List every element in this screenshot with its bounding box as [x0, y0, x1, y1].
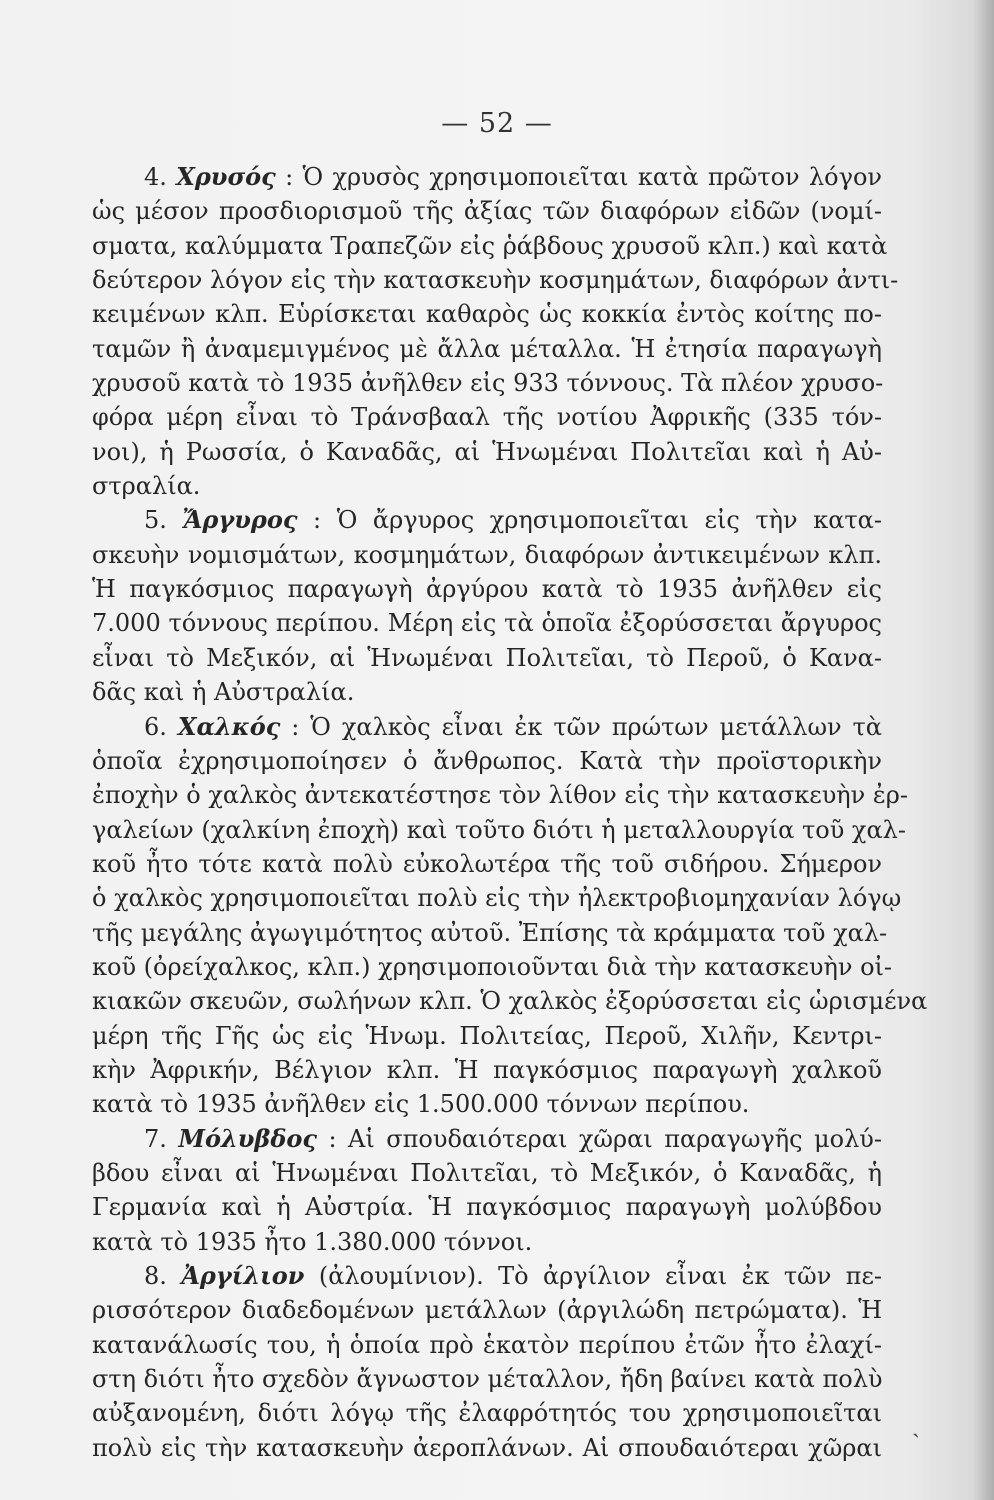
- text-line: 4. Χρυσός : Ὁ χρυσὸς χρησιμοποιεῖται κατὰ πρῶτον λόγον: [144, 162, 882, 191]
- text-line: κατανάλωσίς του, ἡ ὁποία πρὸ ἑκατὸν περίπου ἐτῶν ἦτο ἐλαχί-: [92, 1330, 882, 1359]
- section-silver: [92, 503, 882, 709]
- text-line: 5. Ἄργυρος : Ὁ ἄργυρος χρησιμοποιεῖται εἰς τὴν κατα-: [144, 505, 882, 535]
- text-line: κατὰ τὸ 1935 ἀνῆλθεν εἰς 1.500.000 τόννων περίπου.: [92, 1090, 750, 1119]
- text-line: ἐποχὴν ὁ χαλκὸς ἀντεκατέστησε τὸν λίθον εἰς τὴν κατασκευὴν ἐρ-: [92, 781, 908, 810]
- text-line: κειμένων κλπ. Εὑρίσκεται καθαρὸς ὡς κοκκία ἐντὸς κοίτης πο-: [92, 300, 882, 329]
- text-line: δᾶς καὶ ἡ Αὐστραλία.: [92, 678, 355, 707]
- text-line: αὐξανομένη, διότι λόγῳ τῆς ἐλαφρότητός του χρησιμοποιεῖται: [92, 1399, 882, 1428]
- text-line: βδου εἶναι αἱ Ἡνωμέναι Πολιτεῖαι, τὸ Μεξικόν, ὁ Καναδᾶς, ἡ: [92, 1158, 882, 1187]
- text-line: στη διότι ἦτο σχεδὸν ἄγνωστον μέταλλον, ἤδη βαίνει κατὰ πολὺ: [92, 1365, 883, 1394]
- text-line: μέρη τῆς Γῆς ὡς εἰς Ἡνωμ. Πολιτείας, Περοῦ, Χιλῆν, Κεντρι-: [92, 1021, 882, 1050]
- page-number: — 52 —: [441, 108, 553, 139]
- body-text: [92, 160, 928, 1465]
- term-heading: Χαλκός: [177, 711, 281, 741]
- text-line: κοῦ ἦτο τότε κατὰ πολὺ εὐκολωτέρα τῆς τοῦ σιδήρου. Σήμερον: [92, 849, 882, 878]
- term-heading: Μόλυβδος: [178, 1123, 317, 1153]
- text-line: Γερμανία καὶ ἡ Αὐστρία. Ἡ παγκόσμιος παραγωγὴ μολύβδου: [92, 1193, 882, 1222]
- section-gold: [92, 160, 899, 503]
- text-line: ὡς μέσον προσδιορισμοῦ τῆς ἀξίας τῶν διαφόρων εἰδῶν (νομί-: [92, 197, 882, 226]
- text-line: σματα, καλύμματα Τραπεζῶν εἰς ῥάβδους χρυσοῦ κλπ.) καὶ κατὰ: [92, 231, 888, 260]
- text-line: σκευὴν νομισμάτων, κοσμημάτων, διαφόρων ἀντικειμένων κλπ.: [92, 540, 882, 569]
- term-heading: Ἄργυρος: [182, 505, 298, 535]
- page-edge-shadow: [972, 0, 994, 1500]
- text-line: κοῦ (ὀρείχαλκος, κλπ.) χρησιμοποιοῦνται διὰ τὴν κατασκευὴν οἰ-: [92, 952, 893, 981]
- text-line: πολὺ εἰς τὴν κατασκευὴν ἀεροπλάνων. Αἱ σπουδαιότεραι χῶραι: [92, 1433, 882, 1462]
- text-line: κὴν Ἀφρικήν, Βέλγιον κλπ. Ἡ παγκόσμιος παραγωγὴ χαλκοῦ: [92, 1055, 882, 1084]
- text-line: στραλία.: [92, 472, 201, 501]
- text-line: κατὰ τὸ 1935 ἦτο 1.380.000 τόννοι.: [92, 1227, 533, 1256]
- text-line: εἶναι τὸ Μεξικόν, αἱ Ἡνωμέναι Πολιτεῖαι, τὸ Περοῦ, ὁ Κανα-: [92, 643, 882, 672]
- text-line: τῆς μεγάλης ἀγωγιμότητος αὐτοῦ. Ἐπίσης τὰ κράμματα τοῦ χαλ-: [92, 918, 888, 947]
- term-heading: Χρυσός: [176, 162, 276, 191]
- text-line: ρισσότερον διαδεδομένων μετάλλων (ἀργιλώδη πετρώματα). Ἡ: [92, 1296, 882, 1325]
- text-line: γαλείων (χαλκίνη ἐποχὴ) καὶ τοῦτο διότι ἡ μεταλλουργία τοῦ χαλ-: [92, 815, 906, 844]
- section-lead: [92, 1122, 882, 1259]
- section-copper: [92, 710, 928, 1122]
- text-line: 7.000 τόννους περίπου. Μέρη εἰς τὰ ὁποῖα ἐξορύσσεται ἄργυρος: [92, 609, 882, 638]
- text-line: 7. Μόλυβδος : Αἱ σπουδαιότεραι χῶραι παραγωγῆς μολύ-: [144, 1123, 882, 1153]
- text-line: κιακῶν σκευῶν, σωλήνων κλπ. Ὁ χαλκὸς ἐξορύσσεται εἰς ὡρισμένα: [92, 987, 928, 1016]
- text-line: 6. Χαλκός : Ὁ χαλκὸς εἶναι ἐκ τῶν πρώτων μετάλλων τὰ: [144, 711, 883, 741]
- text-line: Ἡ παγκόσμιος παραγωγὴ ἀργύρου κατὰ τὸ 1935 ἀνῆλθεν εἰς: [92, 575, 882, 604]
- text-line: ταμῶν ἢ ἀναμεμιγμένος μὲ ἄλλα μέταλλα. Ἡ ἐτησία παραγωγὴ: [92, 334, 882, 363]
- text-line: 8. Ἀργίλιον (ἀλουμίνιον). Τὸ ἀργίλιον εἶναι ἐκ τῶν πε-: [144, 1261, 882, 1290]
- text-line: χρυσοῦ κατὰ τὸ 1935 ἀνῆλθεν εἰς 933 τόννους. Τὰ πλέον χρυσο-: [92, 369, 884, 398]
- text-line: ὁ χαλκὸς χρησιμοποιεῖται πολὺ εἰς τὴν ἠλεκτροβιομηχανίαν λόγῳ: [92, 884, 902, 913]
- text-line: νοι), ἡ Ρωσσία, ὁ Καναδᾶς, αἱ Ἡνωμέναι Πολιτεῖαι καὶ ἡ Αὐ-: [92, 437, 882, 466]
- margin-mark: ˎ: [912, 1410, 920, 1438]
- term-heading: Ἀργίλιον: [181, 1261, 305, 1290]
- text-line: ὁποῖα ἐχρησιμοποίησεν ὁ ἄνθρωπος. Κατὰ τὴν προϊστορικὴν: [92, 746, 882, 775]
- text-line: φόρα μέρη εἶναι τὸ Τράνσβααλ τῆς νοτίου Ἀφρικῆς (335 τόν-: [92, 403, 882, 432]
- text-line: δεύτερον λόγον εἰς τὴν κατασκευὴν κοσμημάτων, διαφόρων ἀντι-: [92, 266, 899, 295]
- section-aluminium: [92, 1259, 882, 1465]
